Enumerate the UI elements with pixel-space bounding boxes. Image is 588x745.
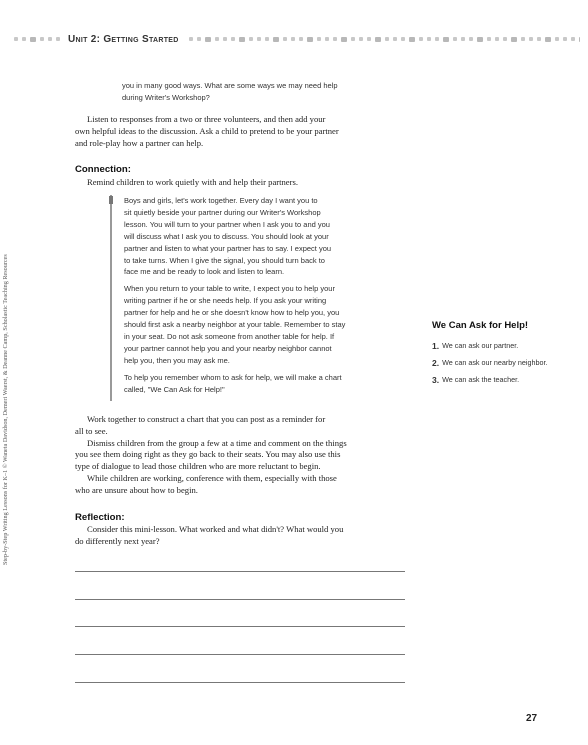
writing-line[interactable] bbox=[75, 626, 405, 627]
header-dot bbox=[291, 37, 295, 41]
header-dot bbox=[205, 37, 211, 42]
help-chart-sidebar bbox=[432, 320, 572, 392]
header-dot bbox=[341, 37, 347, 42]
header-dot bbox=[477, 37, 483, 42]
header-dot bbox=[333, 37, 337, 41]
connection-section bbox=[75, 164, 415, 189]
header-dot bbox=[223, 37, 227, 41]
header-dot bbox=[487, 37, 491, 41]
header-dot bbox=[427, 37, 431, 41]
header-dot bbox=[555, 37, 559, 41]
header-dot bbox=[197, 37, 201, 41]
after-paragraphs bbox=[75, 414, 415, 497]
intro-paragraph bbox=[75, 114, 415, 149]
header-dot bbox=[359, 37, 363, 41]
reflection-line-1: Consider this mini-lesson. What worked and what didn't? What would you bbox=[87, 524, 344, 534]
reflection-line-2: do differently next year? bbox=[75, 535, 160, 546]
writing-line[interactable] bbox=[75, 599, 405, 600]
sidebar-item: 3. We can ask the teacher. bbox=[432, 375, 520, 385]
after-p3-line-1: While children are working, conference with them, especially with those bbox=[87, 472, 337, 483]
continued-line-1: you in many good ways. What are some ways we may need help bbox=[122, 81, 338, 90]
header-dots-left bbox=[14, 37, 64, 42]
header-dot bbox=[231, 37, 235, 41]
after-p2-line-1: Dismiss children from the group a few at a time and comment on the things bbox=[87, 437, 347, 448]
header-dot bbox=[453, 37, 457, 41]
header-dot bbox=[265, 37, 269, 41]
header-dot bbox=[30, 37, 36, 42]
after-p1-line-1: Work together to construct a chart that you can post as a reminder for bbox=[87, 414, 326, 424]
intro-line-2: own helpful ideas to the discussion. Ask a child to pretend to be your partner bbox=[75, 125, 339, 136]
header-dot bbox=[56, 37, 60, 41]
header-dot bbox=[375, 37, 381, 42]
sidebar-title: We Can Ask for Help! bbox=[432, 320, 529, 331]
header-dot bbox=[317, 37, 321, 41]
header-dot bbox=[385, 37, 389, 41]
header-dot bbox=[40, 37, 44, 41]
header-dot bbox=[239, 37, 245, 42]
intro-line-1: Listen to responses from a two or three volunteers, and then add your bbox=[87, 114, 326, 124]
writing-line[interactable] bbox=[75, 571, 405, 572]
writing-line[interactable] bbox=[75, 682, 405, 683]
header-dot bbox=[299, 37, 303, 41]
side-credit: Step-by-Step Writing Lessons for K–1 © Waneta Davidson, Demeri Waerst, & Deanne Camp, Scholastic Teaching Resources bbox=[2, 254, 9, 565]
header-dot bbox=[249, 37, 253, 41]
reflection-heading: Reflection: bbox=[75, 512, 125, 523]
script-marker bbox=[109, 196, 113, 204]
script-paragraph-1: Boys and girls, let's work together. Every day I want you to sit quietly beside your partner during our Writer's Workshop lesson. You will turn to your partner when I ask you to and you will discuss what I ask you to discuss. You should look at your partner and listen to what your partner has to say. I expect you to take turns. When I give the signal, you should turn back to face me and be ready to look and listen to learn. bbox=[124, 196, 332, 277]
header-dot bbox=[443, 37, 449, 42]
script-paragraph-3: To help you remember whom to ask for help, we will make a chart called, "We Can Ask for Help!" bbox=[124, 372, 342, 394]
header-dot bbox=[351, 37, 355, 41]
reflection-section bbox=[75, 512, 415, 548]
header-dot bbox=[461, 37, 465, 41]
header-dot bbox=[215, 37, 219, 41]
header-dot bbox=[409, 37, 415, 42]
connection-heading: Connection: bbox=[75, 164, 131, 175]
header-dot bbox=[401, 37, 405, 41]
unit-title: Unit 2: Getting Started bbox=[68, 33, 179, 45]
page-number: 27 bbox=[526, 713, 538, 724]
sidebar-item: 1. We can ask our partner. bbox=[432, 341, 519, 351]
header-dot bbox=[503, 37, 507, 41]
header-dot bbox=[579, 37, 580, 42]
header-dot bbox=[325, 37, 329, 41]
running-header bbox=[14, 30, 580, 48]
after-p2-line-2: you see them doing right as they go back to their seats. You may also use this bbox=[75, 449, 341, 460]
continued-line-2: during Writer's Workshop? bbox=[122, 92, 210, 102]
sidebar-item: 2. We can ask our nearby neighbor. bbox=[432, 358, 548, 368]
header-dot bbox=[307, 37, 313, 42]
after-p3-line-2: who are unsure about how to begin. bbox=[75, 484, 198, 495]
header-dot bbox=[48, 37, 52, 41]
header-dot bbox=[367, 37, 371, 41]
teacher-script bbox=[110, 195, 386, 401]
header-dot bbox=[521, 37, 525, 41]
header-dot bbox=[283, 37, 287, 41]
writing-line[interactable] bbox=[75, 654, 405, 655]
intro-line-3: and role-play how a partner can help. bbox=[75, 137, 204, 148]
header-dot bbox=[273, 37, 279, 42]
reflection-writing-lines[interactable] bbox=[75, 571, 405, 709]
header-dot bbox=[571, 37, 575, 41]
header-dot bbox=[189, 37, 193, 41]
header-dot bbox=[495, 37, 499, 41]
header-dot bbox=[257, 37, 261, 41]
header-dot bbox=[537, 37, 541, 41]
header-dot bbox=[545, 37, 551, 42]
connection-text: Remind children to work quietly with and help their partners. bbox=[87, 177, 298, 187]
header-dot bbox=[393, 37, 397, 41]
header-dots-right bbox=[189, 37, 580, 42]
header-dot bbox=[563, 37, 567, 41]
script-paragraph-2: When you return to your table to write, I expect you to help your writing partner if he or she needs help. If you ask your writing partner for help and he or she doesn't know how to help you, you should first ask a nearby neighbor at your table. Remember to stay in your seat. Do not ask someone from another table for help. If your partner cannot help you and your nearby neighbor cannot help you, then you may ask me. bbox=[124, 284, 346, 365]
header-dot bbox=[14, 37, 18, 41]
header-dot bbox=[419, 37, 423, 41]
header-dot bbox=[529, 37, 533, 41]
after-p1-line-2: all to see. bbox=[75, 425, 108, 436]
after-p2-line-3: type of dialogue to lead those children who are more reluctant to begin. bbox=[75, 461, 321, 472]
continued-script bbox=[110, 80, 384, 104]
header-dot bbox=[22, 37, 26, 41]
header-dot bbox=[469, 37, 473, 41]
header-dot bbox=[511, 37, 517, 42]
header-dot bbox=[435, 37, 439, 41]
